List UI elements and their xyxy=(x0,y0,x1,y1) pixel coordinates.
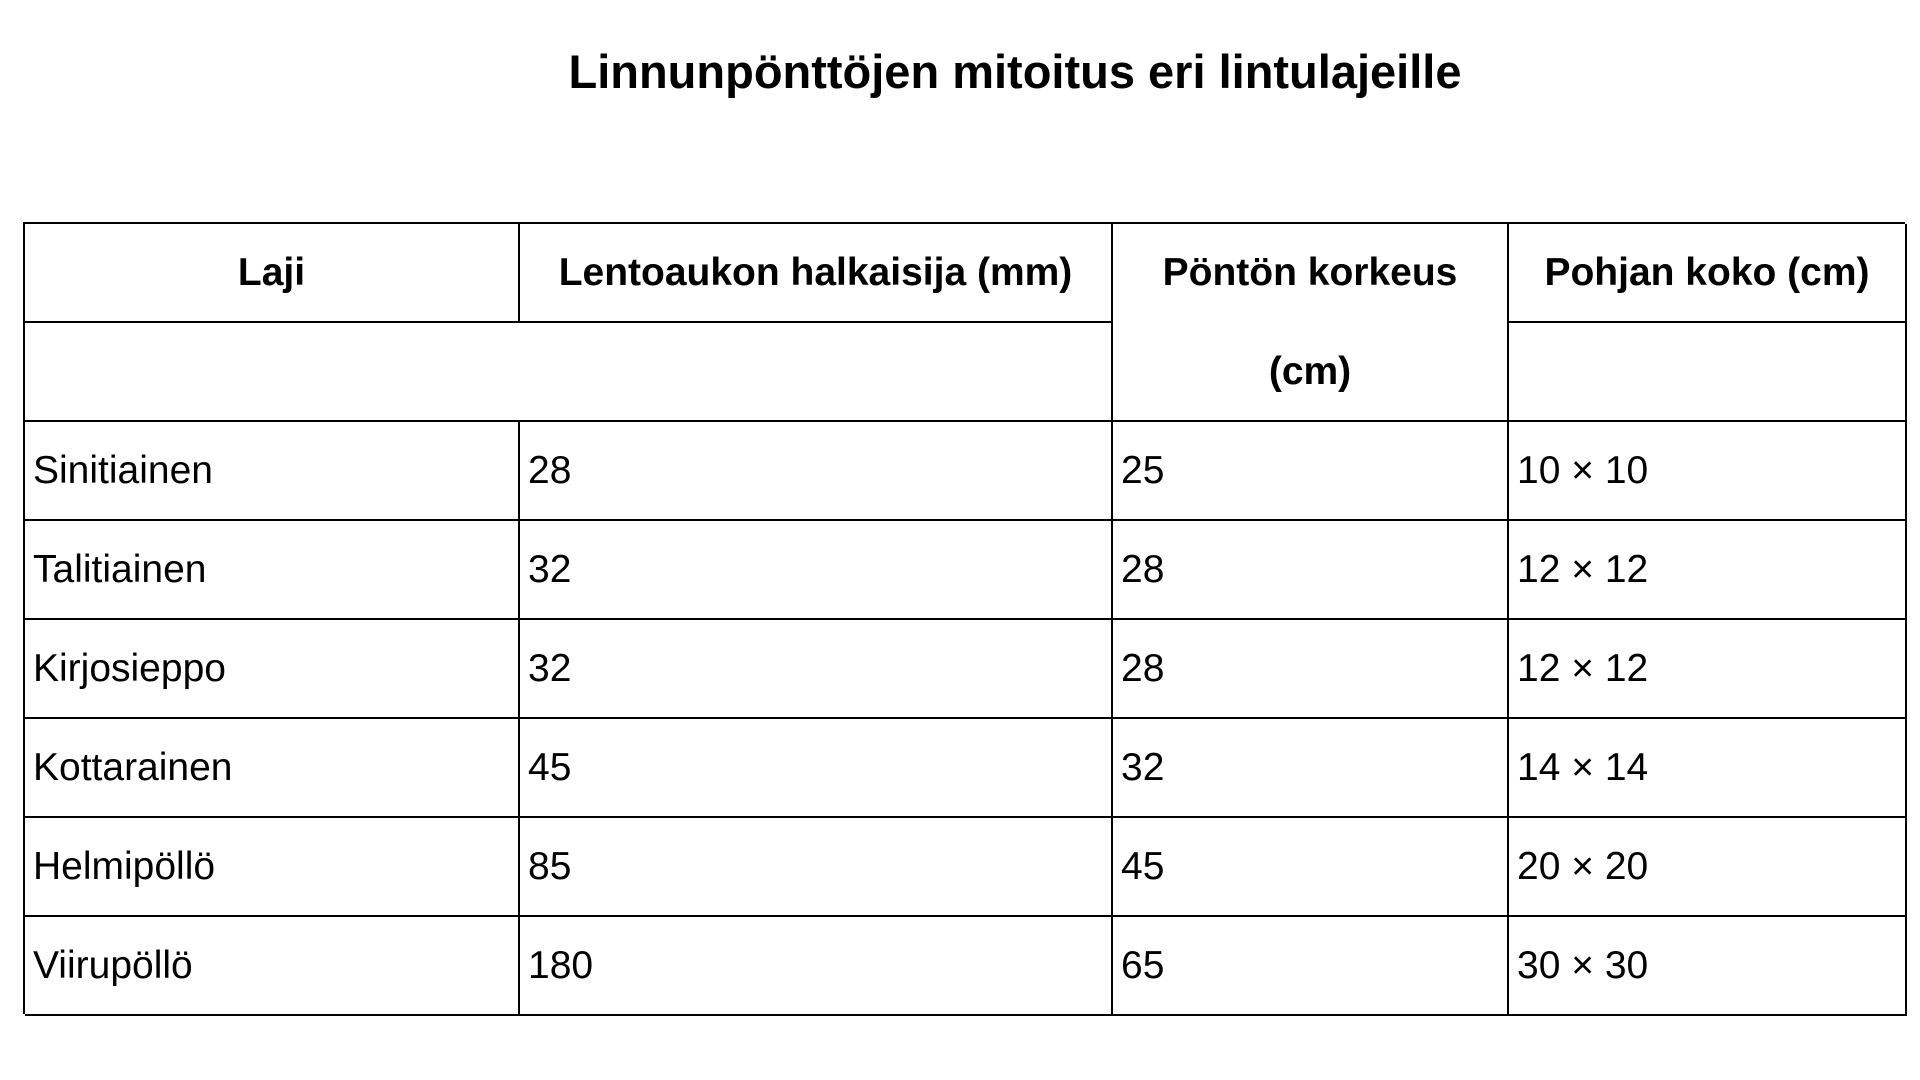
cell-hole: 32 xyxy=(520,620,1113,719)
cell-height: 45 xyxy=(1113,818,1509,917)
cell-hole: 85 xyxy=(520,818,1113,917)
cell-species: Helmipöllö xyxy=(25,818,520,917)
header-height xyxy=(1113,224,1509,422)
cell-hole: 28 xyxy=(520,422,1113,521)
cell-base: 20 × 20 xyxy=(1509,818,1907,917)
cell-species: Kottarainen xyxy=(25,719,520,818)
header-species: Laji xyxy=(25,224,520,323)
cell-height: 28 xyxy=(1113,620,1509,719)
cell-base: 12 × 12 xyxy=(1509,521,1907,620)
cell-base: 14 × 14 xyxy=(1509,719,1907,818)
cell-species: Kirjosieppo xyxy=(25,620,520,719)
cell-hole: 180 xyxy=(520,917,1113,1016)
birdhouse-table xyxy=(23,222,1905,1014)
cell-hole: 45 xyxy=(520,719,1113,818)
cell-species: Talitiainen xyxy=(25,521,520,620)
header-empty-cell xyxy=(25,323,1113,422)
header-hole-diameter: Lentoaukon halkaisija (mm) xyxy=(520,224,1113,323)
header-height-line1: Pöntön korkeus xyxy=(1162,251,1458,294)
page-title: Linnunpönttöjen mitoitus eri lintulajeille xyxy=(568,45,1462,98)
cell-base: 10 × 10 xyxy=(1509,422,1907,521)
cell-species: Viirupöllö xyxy=(25,917,520,1016)
cell-height: 32 xyxy=(1113,719,1509,818)
header-base-size: Pohjan koko (cm) xyxy=(1509,224,1907,323)
cell-base: 12 × 12 xyxy=(1509,620,1907,719)
cell-height: 65 xyxy=(1113,917,1509,1016)
header-empty-cell xyxy=(1509,323,1907,422)
cell-species: Sinitiainen xyxy=(25,422,520,521)
cell-base: 30 × 30 xyxy=(1509,917,1907,1016)
cell-height: 28 xyxy=(1113,521,1509,620)
cell-hole: 32 xyxy=(520,521,1113,620)
cell-height: 25 xyxy=(1113,422,1509,521)
header-height-line2: (cm) xyxy=(1268,350,1352,393)
